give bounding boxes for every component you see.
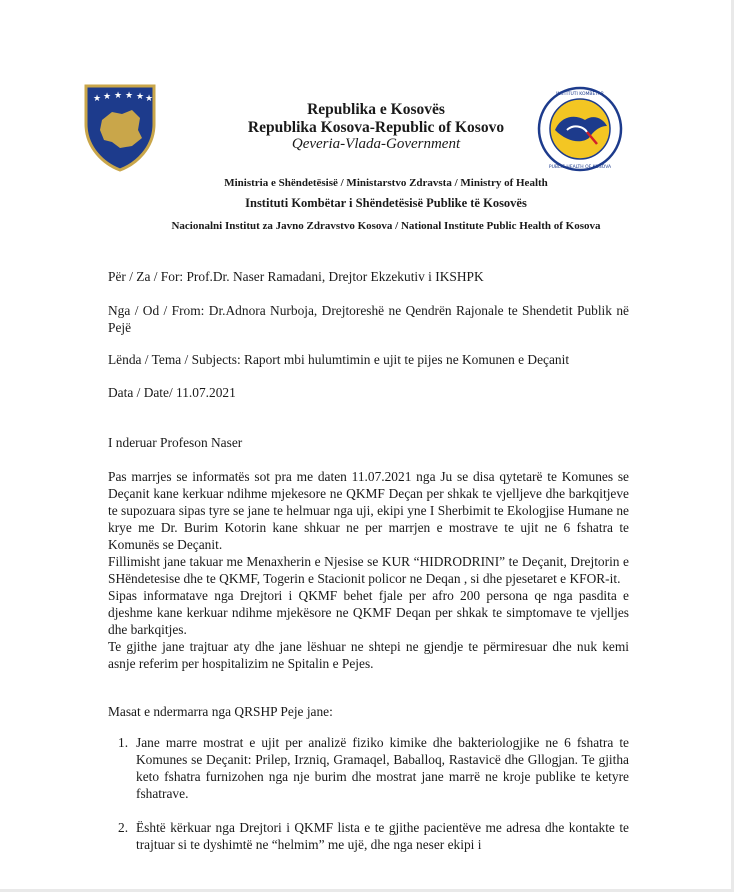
memo-subject: Lënda / Tema / Subjects: Raport mbi hulumtimin e ujit te pijes ne Komunen e Deçanit <box>108 352 570 367</box>
header-ministry: Ministria e Shëndetësisë / Ministarstvo Zdravsta / Ministry of Health <box>224 177 548 189</box>
memo-to: Për / Za / For: Prof.Dr. Naser Ramadani, Drejtor Ekzekutiv i IKSHPK <box>108 269 484 284</box>
list-item-text: Jane marre mostrat e ujit per analizë fiziko kimike dhe bakteriologjike ne 6 fshatra te Komunes se Deçanit: Prilep, Irzniq, Gramaqel, Baballoq, Rastavicë dhe Gllogjan. Te gjitha keto fshatra furnizohen nga nje burim dhe mostrat jane marrë ne kroje publike te ketyre fshatrave. <box>136 735 629 801</box>
header-republic-multilang: Republika Kosova-Republic of Kosovo <box>247 119 505 136</box>
svg-text:PUBLIC HEALTH OF KOSOVA: PUBLIC HEALTH OF KOSOVA <box>548 165 612 170</box>
list-item-text: Është kërkuar nga Drejtori i QKMF lista e te gjithe pacientëve me adresa dhe kontakte te trajtuar si te dyshimtë ne “helmim” me ujë, dhe nga neser ekipi i <box>136 820 629 852</box>
svg-text:★: ★ <box>114 91 123 101</box>
paragraph: Fillimisht jane takuar me Menaxherin e Njesise se KUR “HIDRODRINI” te Deçanit, Drejtorin e SHëndetesise dhe te QKMF, Togerin e Stacionit policor ne Deqan , si dhe pjesetaret e KFOR-it. <box>108 554 629 586</box>
svg-text:★: ★ <box>103 92 112 102</box>
list-item <box>108 819 629 853</box>
header-institute-sr-en: Nacionalni Institut za Javno Zdravstvo Kosova / National Institute Public Health of Kosova <box>171 220 601 232</box>
svg-text:★: ★ <box>125 91 134 101</box>
header-government: Qeveria-Vlada-Government <box>291 136 461 152</box>
list-item-number: 1. <box>118 735 129 750</box>
greeting: I nderuar Profeson Naser <box>108 435 243 450</box>
measures-intro: Masat e ndermarra nga QRSHP Peje jane: <box>108 704 333 719</box>
memo-date: Data / Date/ 11.07.2021 <box>108 385 236 400</box>
measures-list <box>108 734 629 870</box>
list-item-number: 2. <box>118 820 129 835</box>
paragraph: Pas marrjes se informatës sot pra me daten 11.07.2021 nga Ju se disa qytetarë te Komunes se Deçanit kane kerkuar ndihme mjekesore ne QKMF Deçan per shkak te vjelljeve dhe barkqitjeve te supozuara sipas tyre se jane te helmuar nga uji, ekipi yne I Sherbimit te Ekologjise Humane ne krye me Dr. Burim Kotorin kane shkuar ne per marrjen e mostrave te ujit ne 6 fshatra te Komunës se Deçanit. <box>108 469 629 552</box>
svg-text:★: ★ <box>145 94 154 104</box>
header-republic-al: Republika e Kosovës <box>307 101 445 118</box>
memo-from: Nga / Od / From: Dr.Adnora Nurboja, Drejtoreshë ne Qendrën Rajonale te Shendetit Publik në Pejë <box>108 303 629 335</box>
svg-text:★: ★ <box>136 92 145 102</box>
paragraph: Sipas informatave nga Drejtori i QKMF behet fjale per afro 200 persona qe nga pasdita e djeshme kane kerkuar ndihme mjekësore ne QKMF Deqan per shkak te simptomave te vjelljes dhe barkqitjes. <box>108 588 629 637</box>
paragraph: Te gjithe jane trajtuar aty dhe jane lëshuar ne shtepi ne gjendje te përmiresuar dhe nuk kemi asnje referim per hospitalizim ne Spitalin e Pejes. <box>108 639 629 671</box>
svg-text:★: ★ <box>93 94 102 104</box>
report-body <box>108 468 629 672</box>
list-item <box>108 734 629 802</box>
letterhead <box>0 0 734 250</box>
ikshpk-logo-icon <box>537 86 623 172</box>
header-institute-al: Instituti Kombëtar i Shëndetësisë Publike të Kosovës <box>245 196 527 210</box>
svg-text:INSTITUTI KOMBËTAR: INSTITUTI KOMBËTAR <box>556 92 604 97</box>
